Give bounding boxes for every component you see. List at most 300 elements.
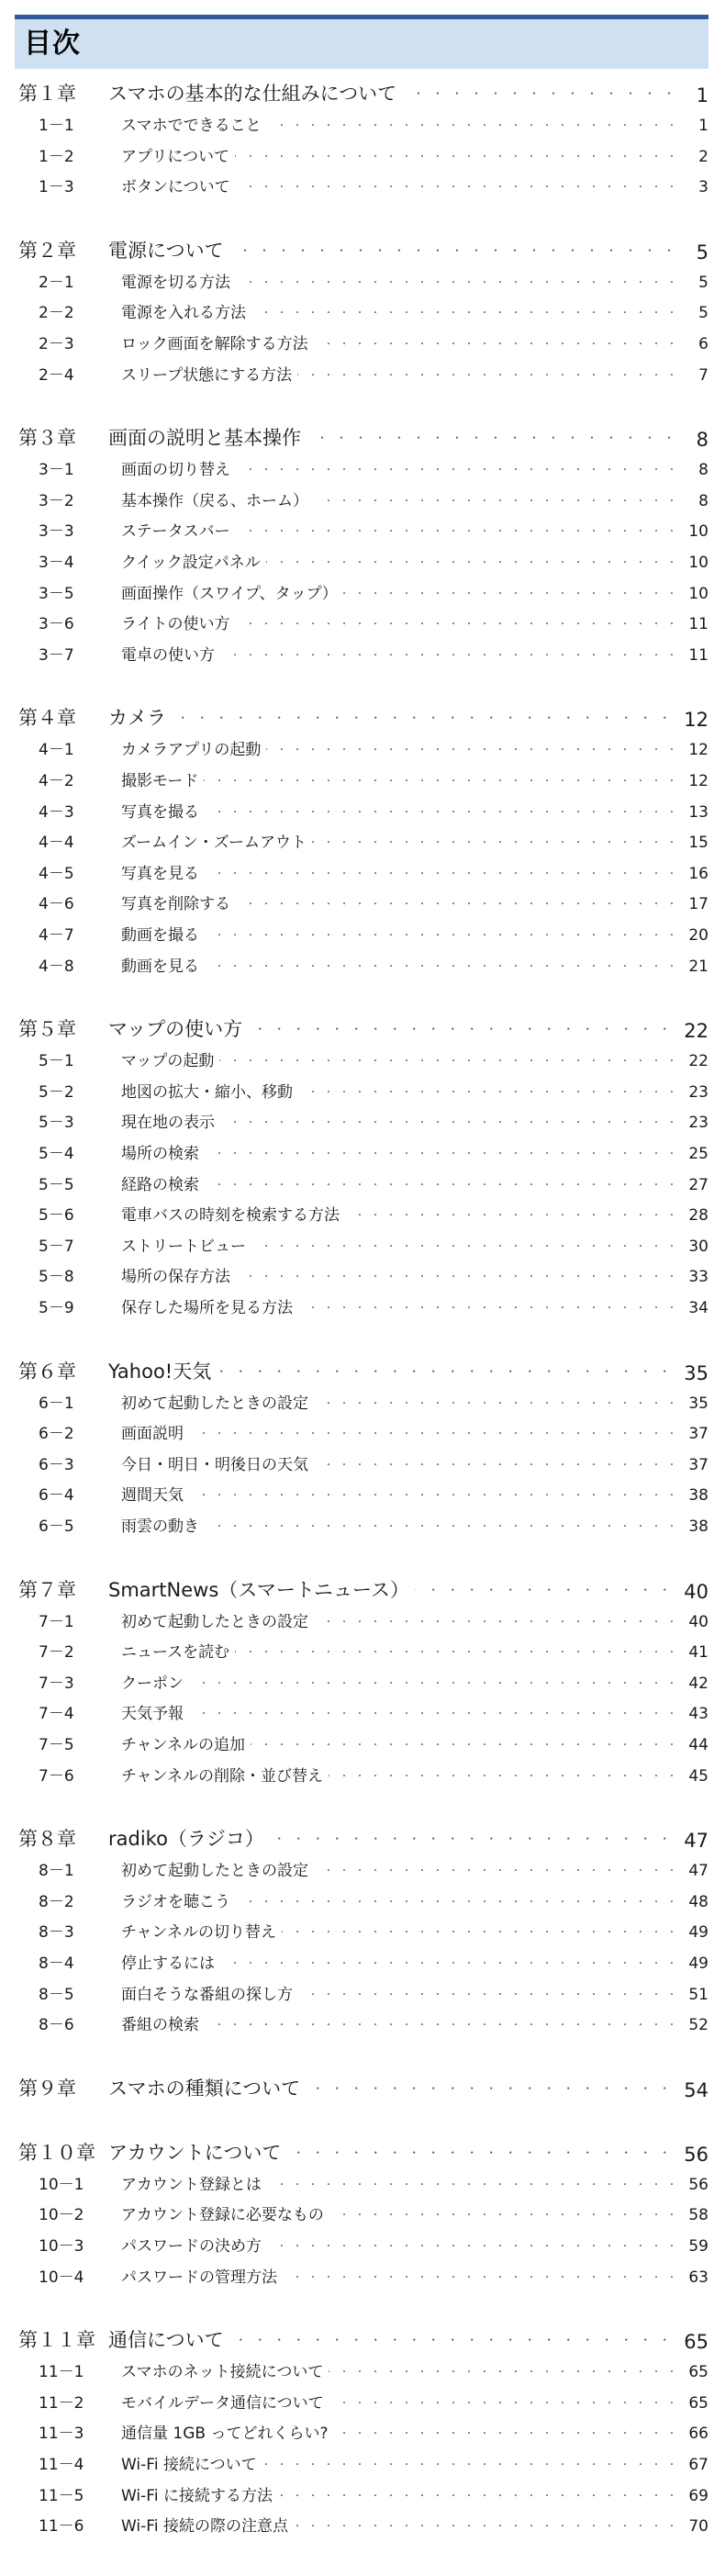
- page-number: 47: [688, 1862, 708, 1881]
- section-number: 2－1: [39, 273, 74, 292]
- section-number: 3－5: [39, 584, 74, 603]
- toc-chapter-row: [18, 1014, 708, 1042]
- section-number: 8－6: [39, 2016, 74, 2035]
- section-title: 写真を削除する: [121, 895, 230, 914]
- section-title: 画面説明: [121, 1425, 184, 1444]
- page-title: 目次: [24, 28, 81, 60]
- section-title: 番組の検索: [121, 2016, 199, 2035]
- section-number: 8－2: [39, 1892, 74, 1911]
- dot-leader: [306, 2074, 678, 2101]
- section-title: ニュースを読む: [121, 1643, 230, 1663]
- page-number: 10: [688, 554, 708, 572]
- page-number: 13: [688, 802, 708, 822]
- toc-section-row: [18, 1608, 708, 1631]
- toc-section-row: [18, 2420, 708, 2443]
- toc-section-row: [18, 736, 708, 759]
- toc-section-row: [18, 1079, 708, 1102]
- toc-section-row: [18, 2390, 708, 2413]
- section-number: 4－4: [39, 834, 74, 853]
- page-number: 67: [688, 2456, 708, 2474]
- dot-leader: [205, 1171, 683, 1194]
- chapter-title: Yahoo!天気: [108, 1360, 212, 1383]
- toc-section-row: [18, 1888, 708, 1911]
- dot-leader: [286, 2138, 678, 2166]
- toc-section-row: [18, 1263, 708, 1286]
- dot-leader: [205, 2011, 683, 2034]
- dot-leader: [205, 1513, 683, 1536]
- section-number: 1－2: [39, 147, 74, 166]
- dot-leader: [236, 456, 683, 479]
- dot-leader: [220, 642, 683, 665]
- section-title: チャンネルの追加: [121, 1736, 245, 1754]
- page-number: 28: [688, 1206, 708, 1226]
- page-number: 38: [688, 1518, 708, 1536]
- dot-leader: [415, 1575, 678, 1603]
- toc-chapter-row: [18, 79, 708, 106]
- chapter-number: 第１章: [18, 83, 76, 105]
- section-number: 7－4: [39, 1705, 74, 1724]
- section-title: 雨雲の動き: [121, 1518, 199, 1536]
- toc-section-row: [18, 1451, 708, 1474]
- section-title: 基本操作（戻る、ホーム）: [121, 491, 308, 510]
- section-number: 6－4: [39, 1486, 74, 1506]
- page-number: 51: [688, 1985, 708, 2004]
- toc-section-row: [18, 1763, 708, 1786]
- page-number: 11: [688, 615, 708, 634]
- section-title: 通信量 1GB ってどれくらい?: [121, 2425, 329, 2444]
- dot-leader: [236, 518, 683, 541]
- page-number: 69: [688, 2486, 708, 2505]
- section-title: ストリートビュー: [121, 1237, 246, 1256]
- section-title: 写真を見る: [121, 864, 199, 883]
- page-number: 6: [698, 335, 708, 353]
- page-number: 44: [688, 1736, 708, 1754]
- section-title: 電卓の使い方: [121, 645, 215, 665]
- section-number: 11－5: [39, 2486, 84, 2505]
- section-title: ステータスバー: [121, 522, 230, 542]
- toc-chapter-row: [18, 2074, 708, 2101]
- section-number: 10－3: [39, 2237, 84, 2256]
- toc-section-row: [18, 174, 708, 196]
- page-number: 8: [698, 491, 708, 510]
- page-number: 12: [684, 709, 708, 732]
- page-number: 12: [688, 772, 708, 790]
- section-title: Wi-Fi 接続の際の注意点: [121, 2517, 288, 2537]
- toc-section-row: [18, 799, 708, 822]
- section-number: 6－2: [39, 1425, 74, 1444]
- page-number: 47: [684, 1830, 708, 1853]
- section-title: スリープ状態にする方法: [121, 365, 293, 385]
- section-title: 停止するには: [121, 1954, 215, 1973]
- page-number: 22: [688, 1052, 708, 1071]
- section-number: 5－9: [39, 1299, 74, 1317]
- toc-section-row: [18, 2011, 708, 2034]
- dot-leader: [329, 2390, 683, 2413]
- section-number: 1－1: [39, 117, 74, 135]
- dot-leader: [266, 549, 683, 572]
- section-title: Wi-Fi 接続について: [121, 2456, 257, 2474]
- section-number: 3－6: [39, 615, 74, 634]
- page-number: 17: [688, 895, 708, 914]
- dot-leader: [205, 799, 683, 822]
- section-number: 6－3: [39, 1455, 74, 1474]
- dot-leader: [270, 1824, 678, 1852]
- toc-section-row: [18, 642, 708, 665]
- dot-leader: [312, 829, 683, 852]
- section-number: 5－5: [39, 1175, 74, 1194]
- toc-header: [15, 19, 708, 69]
- dot-leader: [314, 1857, 683, 1880]
- section-title: 電源を入れる方法: [121, 304, 246, 323]
- toc-section-row: [18, 922, 708, 945]
- page-number: 8: [698, 461, 708, 480]
- section-title: ロック画面を解除する方法: [121, 335, 308, 353]
- section-number: 1－3: [39, 178, 74, 197]
- chapter-number: 第５章: [18, 1018, 76, 1041]
- section-number: 5－3: [39, 1114, 74, 1133]
- dot-leader: [282, 1919, 683, 1942]
- section-number: 10－4: [39, 2268, 84, 2287]
- section-number: 4－5: [39, 864, 74, 883]
- page-number: 15: [688, 834, 708, 853]
- chapter-number: 第８章: [18, 1828, 76, 1851]
- dot-leader: [297, 362, 683, 385]
- section-number: 4－7: [39, 926, 74, 945]
- dot-leader: [298, 1294, 683, 1317]
- toc-section-row: [18, 2201, 708, 2224]
- toc-chapter-row: [18, 2325, 708, 2353]
- page-number: 12: [688, 741, 708, 760]
- page-number: 7: [698, 365, 708, 385]
- page-number: 38: [688, 1486, 708, 1506]
- section-title: ラジオを聴こう: [121, 1892, 230, 1911]
- dot-leader: [219, 1047, 683, 1070]
- page-number: 27: [688, 1175, 708, 1194]
- dot-leader: [333, 2420, 683, 2443]
- page-number: 65: [688, 2393, 708, 2413]
- toc-section-row: [18, 1294, 708, 1317]
- page-number: 37: [688, 1455, 708, 1474]
- section-title: アカウント登録とは: [121, 2175, 262, 2194]
- page-number: 43: [688, 1705, 708, 1724]
- dot-leader: [402, 79, 683, 106]
- section-title: チャンネルの削除・並び替え: [121, 1766, 323, 1786]
- section-title: 保存した場所を見る方法: [121, 1299, 293, 1317]
- toc-section-row: [18, 487, 708, 510]
- dot-leader: [267, 112, 683, 135]
- dot-leader: [236, 174, 683, 196]
- page-number: 25: [688, 1145, 708, 1163]
- toc-chapter-row: [18, 2138, 708, 2166]
- section-title: 画面操作（スワイプ、タップ）: [121, 584, 338, 603]
- section-title: カメラアプリの起動: [121, 741, 262, 760]
- section-number: 4－6: [39, 895, 74, 914]
- dot-leader: [267, 2171, 683, 2194]
- chapter-number: 第２章: [18, 239, 76, 262]
- page-number: 35: [688, 1394, 708, 1413]
- toc-section-row: [18, 143, 708, 166]
- section-number: 3－1: [39, 461, 74, 480]
- toc-section-row: [18, 1857, 708, 1880]
- dot-leader: [314, 1608, 683, 1631]
- section-number: 7－2: [39, 1643, 74, 1663]
- toc-section-row: [18, 1390, 708, 1413]
- chapter-title: カメラ: [108, 707, 166, 730]
- dot-leader: [189, 1700, 683, 1723]
- section-title: 今日・明日・明後日の天気: [121, 1455, 308, 1474]
- toc-section-row: [18, 1047, 708, 1070]
- dot-leader: [248, 1014, 678, 1042]
- section-title: ライトの使い方: [121, 615, 230, 634]
- section-number: 11－1: [39, 2363, 84, 2382]
- dot-leader: [220, 1950, 683, 1973]
- page-number: 10: [688, 522, 708, 542]
- section-number: 7－3: [39, 1674, 74, 1693]
- section-title: 初めて起動したときの設定: [121, 1394, 308, 1413]
- section-title: 現在地の表示: [121, 1114, 215, 1133]
- chapter-number: 第７章: [18, 1578, 76, 1601]
- section-title: アカウント登録に必要なもの: [121, 2206, 324, 2225]
- page-number: 11: [688, 645, 708, 665]
- dot-leader: [314, 487, 683, 510]
- dot-leader: [298, 1079, 683, 1102]
- toc-chapter-row: [18, 1575, 708, 1603]
- section-title: 天気予報: [121, 1705, 184, 1724]
- section-title: ボタンについて: [121, 178, 230, 197]
- section-title: 写真を撮る: [121, 802, 199, 822]
- page-number: 2: [698, 147, 708, 166]
- page-number: 33: [688, 1268, 708, 1287]
- chapter-title: スマホの種類について: [108, 2077, 301, 2100]
- page-number: 34: [688, 1299, 708, 1317]
- dot-leader: [205, 1140, 683, 1163]
- dot-leader: [329, 2201, 683, 2224]
- section-title: クイック設定パネル: [121, 554, 261, 572]
- page-number: 54: [684, 2078, 708, 2101]
- section-title: ズームイン・ズームアウト: [121, 834, 307, 853]
- section-number: 5－6: [39, 1206, 74, 1226]
- toc-section-row: [18, 1140, 708, 1163]
- chapter-number: 第１１章: [18, 2329, 95, 2352]
- dot-leader: [217, 1357, 678, 1384]
- toc-section-row: [18, 953, 708, 976]
- toc-section-row: [18, 2233, 708, 2256]
- toc-section-row: [18, 1513, 708, 1536]
- toc-section-row: [18, 610, 708, 633]
- section-number: 4－1: [39, 741, 74, 760]
- section-title: スマホでできること: [121, 117, 262, 135]
- toc-section-row: [18, 362, 708, 385]
- toc-section-row: [18, 549, 708, 572]
- toc-chapter-row: [18, 423, 708, 451]
- dot-leader: [236, 610, 684, 633]
- dot-leader: [329, 2358, 683, 2381]
- toc-section-row: [18, 1639, 708, 1662]
- section-number: 11－4: [39, 2456, 84, 2474]
- page-number: 52: [688, 2016, 708, 2035]
- section-number: 5－8: [39, 1268, 74, 1287]
- dot-leader: [205, 953, 683, 976]
- dot-leader: [205, 860, 683, 883]
- section-number: 11－2: [39, 2393, 84, 2413]
- toc-section-row: [18, 456, 708, 479]
- section-number: 5－1: [39, 1052, 74, 1071]
- toc-section-row: [18, 767, 708, 790]
- section-number: 8－4: [39, 1954, 74, 1973]
- toc-section-row: [18, 829, 708, 852]
- page-number: 23: [688, 1082, 708, 1102]
- section-number: 8－5: [39, 1985, 74, 2004]
- page-number: 16: [688, 864, 708, 883]
- section-number: 4－3: [39, 802, 74, 822]
- page-number: 40: [684, 1580, 708, 1603]
- section-number: 2－4: [39, 365, 74, 385]
- dot-leader: [220, 1109, 683, 1132]
- page-number: 23: [688, 1114, 708, 1133]
- toc-section-row: [18, 1919, 708, 1942]
- toc-chapter-row: [18, 1357, 708, 1384]
- page-number: 49: [688, 1923, 708, 1943]
- section-number: 7－5: [39, 1736, 74, 1754]
- toc-section-row: [18, 2513, 708, 2536]
- section-title: クーポン: [121, 1674, 184, 1693]
- section-title: 電源を切る方法: [121, 273, 230, 292]
- page-number: 70: [688, 2517, 708, 2537]
- chapter-number: 第１０章: [18, 2141, 95, 2164]
- dot-leader: [345, 1202, 683, 1225]
- section-number: 2－2: [39, 304, 74, 323]
- dot-leader: [267, 2233, 683, 2256]
- section-number: 11－6: [39, 2517, 84, 2537]
- section-number: 8－3: [39, 1923, 74, 1943]
- chapter-title: アカウントについて: [108, 2141, 282, 2164]
- section-title: 週間天気: [121, 1486, 184, 1506]
- dot-leader: [329, 1763, 683, 1786]
- toc-section-row: [18, 2482, 708, 2505]
- section-title: パスワードの管理方法: [121, 2268, 277, 2287]
- dot-leader: [189, 1670, 683, 1693]
- toc-chapter-row: [18, 1824, 708, 1852]
- chapter-number: 第３章: [18, 427, 76, 450]
- section-title: 場所の保存方法: [121, 1268, 230, 1287]
- dot-leader: [307, 423, 683, 451]
- chapter-title: 電源について: [108, 239, 224, 262]
- dot-leader: [262, 2451, 683, 2474]
- dot-leader: [235, 143, 683, 166]
- section-title: Wi-Fi に接続する方法: [121, 2486, 273, 2505]
- toc-section-row: [18, 2264, 708, 2287]
- toc-section-row: [18, 890, 708, 913]
- section-number: 5－7: [39, 1237, 74, 1256]
- page-number: 3: [698, 178, 708, 197]
- dot-leader: [236, 269, 683, 292]
- section-title: アプリについて: [121, 147, 229, 166]
- page-number: 58: [688, 2206, 708, 2225]
- section-title: 経路の検索: [121, 1175, 199, 1194]
- toc-section-row: [18, 518, 708, 541]
- toc-section-row: [18, 2358, 708, 2381]
- page-number: 5: [698, 304, 708, 323]
- page-number: 65: [684, 2331, 708, 2354]
- page-number: 20: [688, 926, 708, 945]
- page-number: 35: [684, 1361, 708, 1384]
- dot-leader: [236, 890, 683, 913]
- toc-section-row: [18, 1981, 708, 2004]
- dot-leader: [251, 299, 683, 322]
- section-number: 10－1: [39, 2175, 84, 2194]
- page-number: 22: [684, 1020, 708, 1043]
- page-number: 66: [688, 2425, 708, 2444]
- dot-leader: [229, 236, 683, 263]
- page-number: 45: [688, 1766, 708, 1786]
- dot-leader: [189, 1482, 683, 1505]
- dot-leader: [204, 767, 683, 790]
- toc-section-row: [18, 860, 708, 883]
- dot-leader: [251, 1233, 683, 1256]
- page-number: 30: [688, 1237, 708, 1256]
- dot-leader: [235, 1639, 683, 1662]
- dot-leader: [314, 1451, 683, 1474]
- section-title: 撮影モード: [121, 772, 199, 790]
- dot-leader: [251, 1731, 683, 1754]
- toc-section-row: [18, 330, 708, 353]
- page-number: 5: [698, 273, 708, 292]
- section-number: 3－2: [39, 491, 74, 510]
- toc-section-row: [18, 1233, 708, 1256]
- page-number: 37: [688, 1425, 708, 1444]
- dot-leader: [236, 1263, 683, 1286]
- toc-section-row: [18, 1482, 708, 1505]
- page-number: 63: [688, 2268, 708, 2287]
- chapter-title: 通信について: [108, 2329, 224, 2352]
- page-number: 40: [688, 1612, 708, 1631]
- dot-leader: [343, 580, 683, 603]
- section-number: 6－1: [39, 1394, 74, 1413]
- dot-leader: [266, 736, 683, 759]
- chapter-title: 画面の説明と基本操作: [108, 427, 301, 450]
- toc-section-row: [18, 580, 708, 603]
- section-number: 4－8: [39, 957, 74, 976]
- page-number: 42: [688, 1674, 708, 1693]
- chapter-number: 第６章: [18, 1360, 76, 1383]
- toc-section-row: [18, 1670, 708, 1693]
- section-number: 5－2: [39, 1082, 74, 1102]
- toc-section-row: [18, 269, 708, 292]
- toc-section-row: [18, 1109, 708, 1132]
- section-title: 地図の拡大・縮小、移動: [121, 1082, 293, 1102]
- dot-leader: [294, 2513, 683, 2536]
- page-number: 8: [696, 429, 708, 452]
- toc-section-row: [18, 2171, 708, 2194]
- toc-chapter-row: [18, 236, 708, 263]
- section-title: 動画を撮る: [121, 926, 199, 945]
- chapter-title: スマホの基本的な仕組みについて: [108, 83, 397, 105]
- toc-section-row: [18, 1950, 708, 1973]
- dot-leader: [236, 1888, 683, 1911]
- dot-leader: [205, 922, 683, 945]
- section-number: 7－6: [39, 1766, 74, 1786]
- toc-chapter-row: [18, 703, 708, 731]
- section-title: チャンネルの切り替え: [121, 1923, 276, 1943]
- dot-leader: [229, 2325, 679, 2353]
- chapter-number: 第４章: [18, 707, 76, 730]
- section-title: 場所の検索: [121, 1145, 199, 1163]
- section-number: 6－5: [39, 1518, 74, 1536]
- dot-leader: [314, 330, 683, 353]
- section-number: 8－1: [39, 1862, 74, 1881]
- toc-section-row: [18, 1171, 708, 1194]
- dot-leader: [298, 1981, 683, 2004]
